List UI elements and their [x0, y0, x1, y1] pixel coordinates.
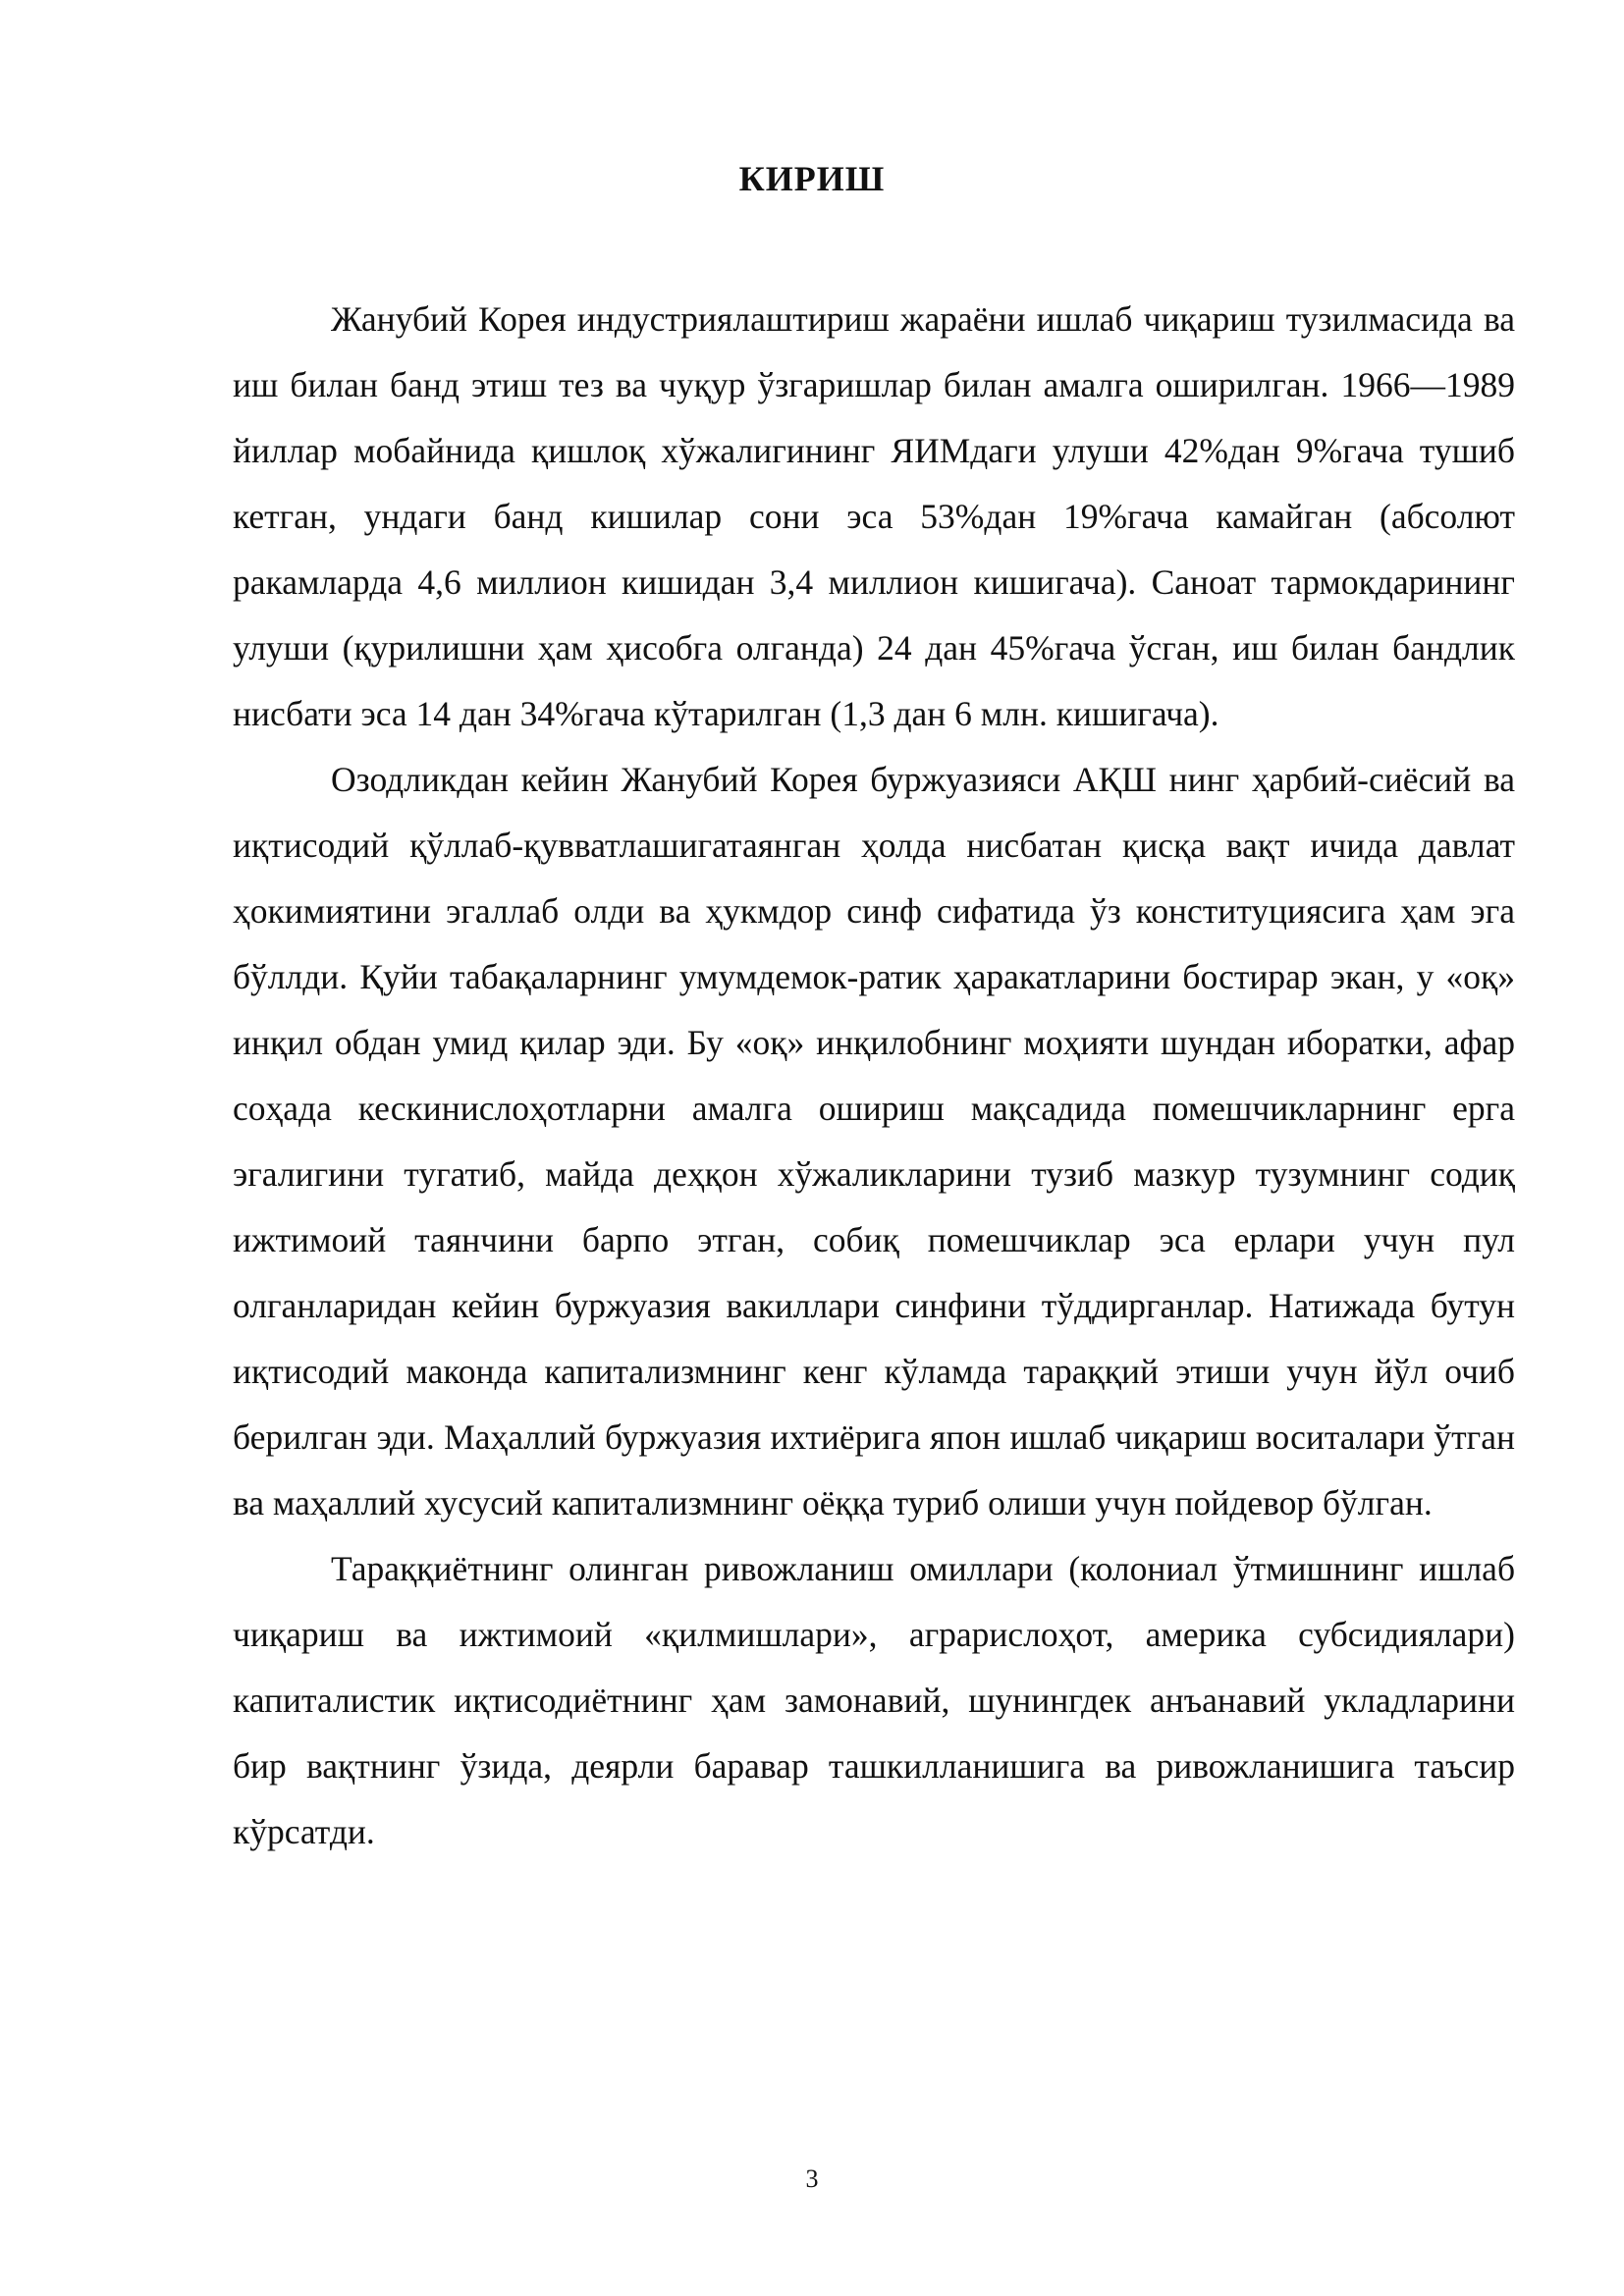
paragraph-1: Жанубий Корея индустриялаштириш жараёни ишлаб чиқариш тузилмасида ва иш билан банд этиш тез ва чуқур ўзгаришлар билан амалга оширилган. 1966—1989 йиллар мобайнида қишлоқ хўжалигининг ЯИМдаги улуши 42%дан 9%гача тушиб кетган, ундаги банд кишилар сони эса 53%дан 19%гача камайган (абсолют ракамларда 4,6 миллион кишидан 3,4 миллион кишигача). Саноат тармокдарининг улуши (қурилишни ҳам ҳисобга олганда) 24 дан 45%гача ўсган, иш билан бандлик нисбати эса 14 дан 34%гача кўтарилган (1,3 дан 6 млн. кишигача). [233, 299, 1515, 733]
body-text [233, 287, 1515, 1865]
paragraph-3: Тараққиётнинг олинган ривожланиш омиллари (колониал ўтмишнинг ишлаб чиқариш ва ижтимоий «қилмишлари», аграрислоҳот, америка субсидиялари) капиталистик иқтисодиётнинг ҳам замонавий, шунингдек анъанавий укладларини бир вақтнинг ўзида, деярли баравар ташкилланишига ва ривожланишига таъсир кўрсатди. [233, 1549, 1515, 1851]
page-title: КИРИШ [738, 159, 886, 198]
page-number: 3 [805, 2164, 819, 2193]
paragraph-2: Озодликдан кейин Жанубий Корея буржуазияси АҚШ нинг ҳарбий-сиёсий ва иқтисодий қўллаб-қувватлашигатаянган ҳолда нисбатан қисқа вақт ичида давлат ҳокимиятини эгаллаб олди ва ҳукмдор синф сифатида ўз конституциясига ҳам эга бўллди. Қуйи табақаларнинг умумдемок-ратик ҳаракатларини бостирар экан, у «оқ» инқил обдан умид қилар эди. Бу «оқ» инқилобнинг моҳияти шундан иборатки, афар соҳада кескинислоҳотларни амалга ошириш мақсадида помешчикларнинг ерга эгалигини тугатиб, майда деҳқон хўжаликларини тузиб мазкур тузумнинг содиқ ижтимоий таянчини барпо этган, собиқ помешчиклар эса ерлари учун пул олганларидан кейин буржуазия вакиллари синфини тўддирганлар. Натижада бутун иқтисодий маконда капитализмнинг кенг кўламда тараққий этиши учун йўл очиб берилган эди. Маҳаллий буржуазия ихтиёрига япон ишлаб чиқариш воситалари ўтган ва маҳаллий хусусий капитализмнинг оёққа туриб олиши учун пойдевор бўлган. [233, 760, 1515, 1522]
